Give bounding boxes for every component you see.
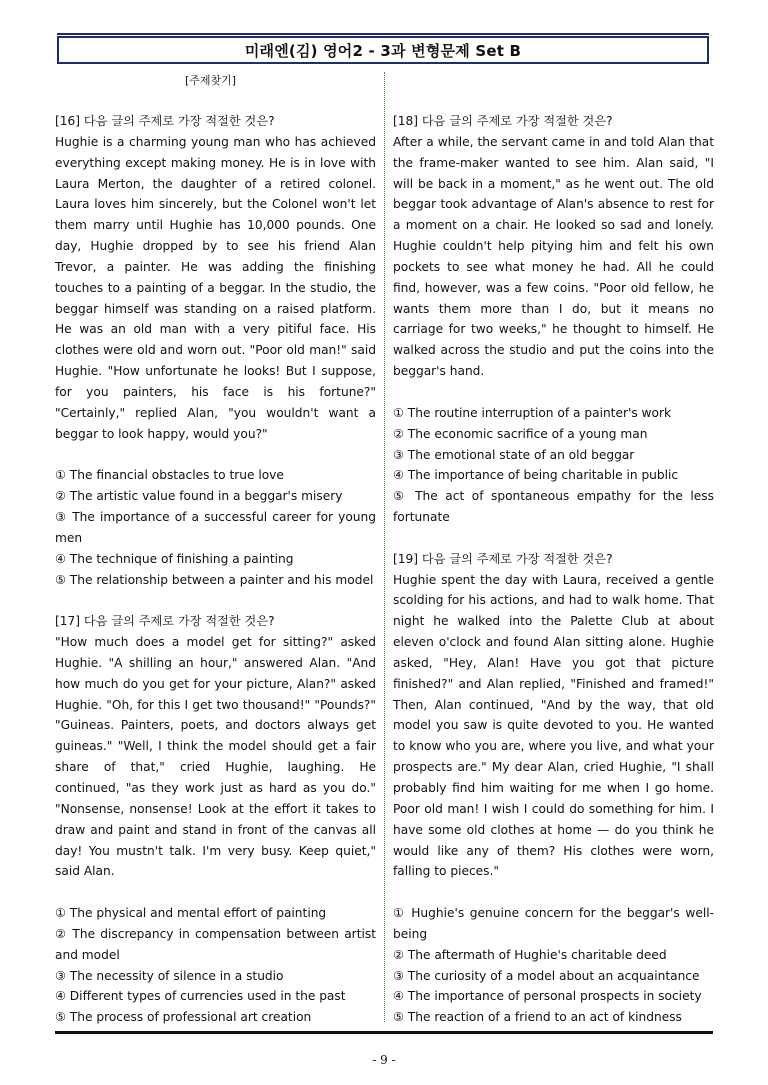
question-prompt: 다음 글의 주제로 가장 적절한 것은? [83, 614, 275, 629]
question-prompt: 다음 글의 주제로 가장 적절한 것은? [421, 114, 613, 128]
question-header [393, 111, 714, 132]
answer-option[interactable]: ② The aftermath of Hughie's charitable deed [393, 947, 667, 962]
question-number: [17] [55, 614, 81, 629]
question-prompt: 다음 글의 주제로 가장 적절한 것은? [83, 114, 275, 128]
answer-option[interactable]: ① The routine interruption of a painter's work [393, 405, 672, 420]
answer-option[interactable]: ③ The curiosity of a model about an acquaintance [393, 968, 700, 983]
question-passage: Hughie spent the day with Laura, received a gentle scolding for his actions, and had to walk home. That night he walked into the Palette Club at about eleven o'clock and found Alan sitting alone. Hughie asked, "Hey, Alan! Have you got that picture finished?" and Alan replied, "Finished and framed!" Then, Alan continued, "And by the way, that old model you saw is quite devoted to you. He wanted to know who you are, where you live, and what your prospects are." My dear Alan, cried Hughie, "I shall probably find him waiting for me when I go home. Poor old man! I wish I could do something for him. I have some old clothes at home — do you think he would like any of them? His clothes were worn, falling to pieces." [393, 572, 714, 879]
question-header [55, 111, 376, 132]
column-divider [384, 72, 385, 1022]
answer-option[interactable]: ③ The importance of a successful career for young men [55, 510, 376, 545]
answer-options [393, 903, 714, 1028]
answer-option[interactable]: ① The financial obstacles to true love [55, 468, 284, 483]
question-header [55, 611, 376, 632]
section-label: [주제찾기] [185, 74, 237, 87]
answer-option[interactable]: ② The economic sacrifice of a young man [393, 426, 648, 441]
question-passage: After a while, the servant came in and told Alan that the frame-maker wanted to see him. Alan said, "I will be back in a moment," as he went out. The old beggar took advantage of Alan's absence to rest for a moment on a chair. He looked so sad and lonely. Hughie couldn't help pitying him and felt his own pockets to see what money he had. All he could find, however, was a few coins. "Poor old fellow, he wants them more than I do, but it means no carriage for two weeks," he thought to himself. He walked across the studio and put the coins into the beggar's hand. [393, 134, 714, 379]
question-17 [55, 611, 376, 1028]
question-number: [16] [55, 114, 81, 128]
answer-option[interactable]: ④ The technique of finishing a painting [55, 551, 294, 566]
page-title-text: 미래엔(김) 영어2 - 3과 변형문제 Set B [244, 41, 522, 60]
answer-option[interactable]: ③ The necessity of silence in a studio [55, 968, 284, 983]
question-18 [393, 111, 714, 528]
answer-option[interactable]: ④ Different types of currencies used in the past [55, 989, 346, 1004]
answer-option[interactable]: ② The artistic value found in a beggar's misery [55, 489, 343, 504]
question-number: [18] [393, 114, 419, 128]
answer-option[interactable]: ④ The importance of being charitable in public [393, 468, 679, 483]
right-column [393, 111, 714, 1028]
answer-options [55, 465, 376, 590]
question-passage: Hughie is a charming young man who has achieved everything except making money. He is in love with Laura Merton, the daughter of a retired colonel. Laura loves him sincerely, but the Colonel won't let them marry until Hughie has 10,000 pounds. One day, Hughie dropped by to see his friend Alan Trevor, a painter. He was adding the finishing touches to a painting of a beggar. In the studio, the beggar himself was standing on a raised platform. He was an old man with a very pitiful face. His clothes were old and worn out. "Poor old man!" said Hughie. "How unfortunate he looks! But I suppose, for you painters, his face is his fortune?" "Certainly," replied Alan, "you wouldn't want a beggar to look happy, would you?" [55, 134, 376, 441]
left-column [55, 111, 376, 1028]
question-19 [393, 549, 714, 1028]
answer-options [393, 403, 714, 528]
page-title [57, 36, 709, 64]
page-number: - 9 - [372, 1053, 396, 1067]
question-prompt: 다음 글의 주제로 가장 적절한 것은? [421, 551, 613, 566]
answer-option[interactable]: ① Hughie's genuine concern for the beggar's well-being [393, 906, 714, 941]
answer-option[interactable]: ① The physical and mental effort of painting [55, 906, 327, 921]
answer-options [55, 903, 376, 1028]
answer-option[interactable]: ⑤ The process of professional art creation [55, 1010, 312, 1025]
answer-option[interactable]: ⑤ The relationship between a painter and his model [55, 572, 374, 587]
question-passage: "How much does a model get for sitting?" asked Hughie. "A shilling an hour," answered Alan. "And how much do you get for your picture, Alan?" asked Hughie. "Oh, for this I get two thousand!" "Pounds?" "Guineas. Painters, poets, and doctors always get guineas." "Well, I think the model should get a fair share of that," cried Hughie, laughing. He continued, "as they work just as hard as you do." "Nonsense, nonsense! Look at the effort it takes to draw and paint and stand in front of the canvas all day! You mustn't talk. I'm very busy. Keep quiet," said Alan. [55, 635, 376, 879]
question-number: [19] [393, 551, 419, 566]
question-header [393, 549, 714, 570]
answer-option[interactable]: ⑤ The reaction of a friend to an act of kindness [393, 1010, 682, 1025]
answer-option[interactable]: ④ The importance of personal prospects in society [393, 989, 702, 1004]
answer-option[interactable]: ③ The emotional state of an old beggar [393, 447, 635, 462]
question-16 [55, 111, 376, 590]
footer-rule [55, 1031, 713, 1034]
answer-option[interactable]: ② The discrepancy in compensation between artist and model [55, 926, 376, 962]
answer-option[interactable]: ⑤ The act of spontaneous empathy for the less fortunate [393, 489, 714, 525]
